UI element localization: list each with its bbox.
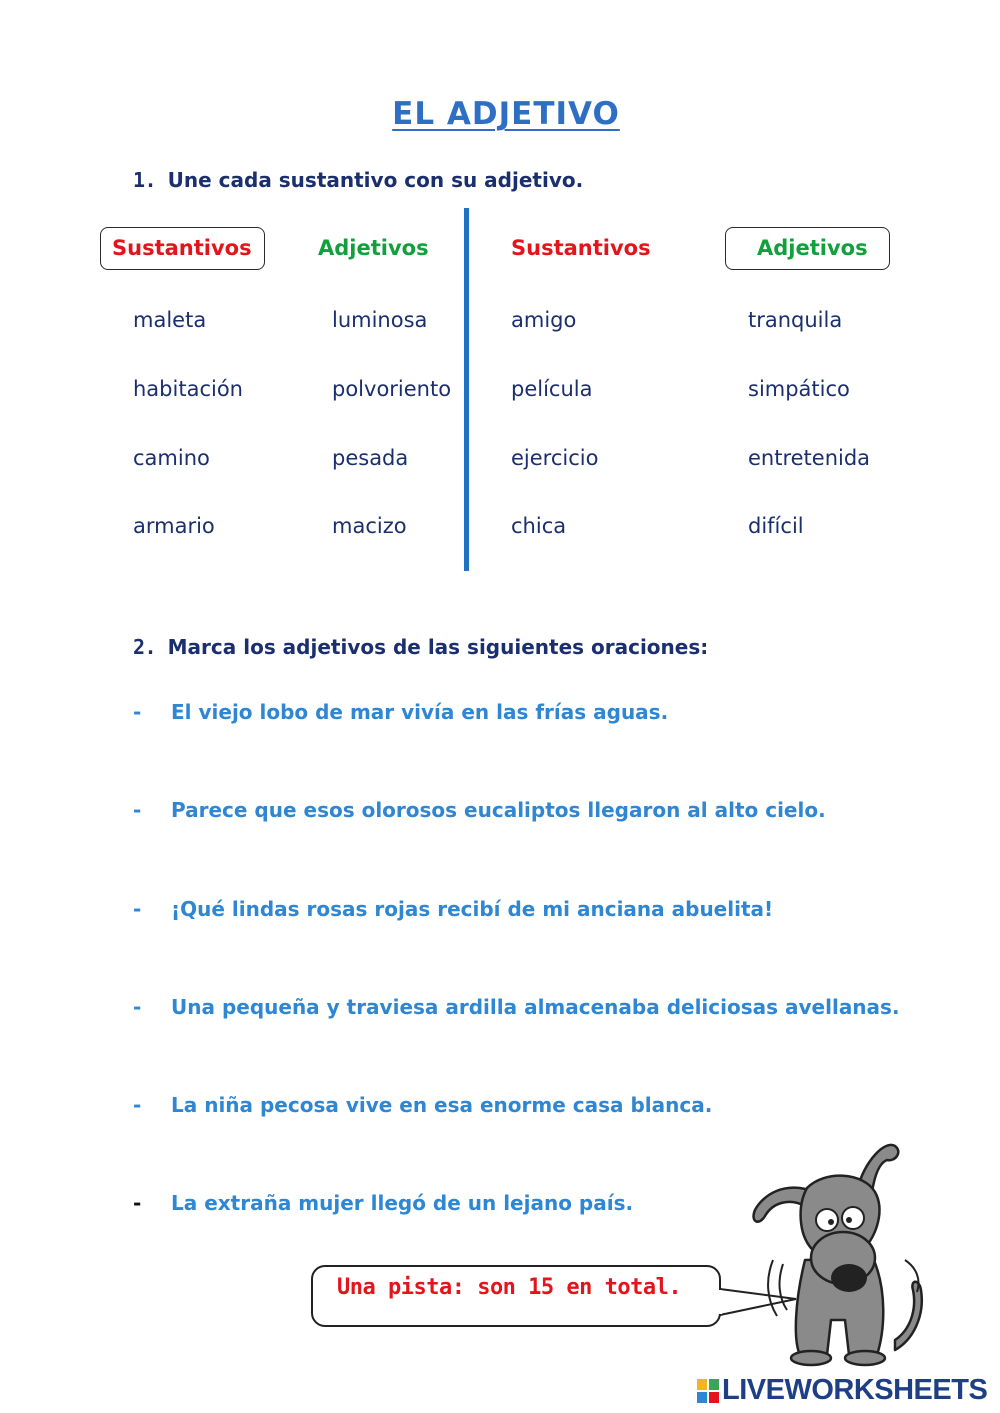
exercise-2-text: Marca los adjetivos de las siguientes oraciones:	[167, 635, 709, 659]
sentence-item[interactable]: El viejo lobo de mar vivía en las frías aguas.	[171, 700, 669, 724]
sentence-item[interactable]: Parece que esos olorosos eucaliptos llegaron al alto cielo.	[171, 798, 826, 822]
dog-illustration	[745, 1140, 930, 1368]
bullet-dash: -	[133, 798, 142, 822]
right-adjective-item[interactable]: entretenida	[748, 446, 871, 470]
left-noun-item[interactable]: habitación	[133, 377, 243, 401]
left-noun-item[interactable]: armario	[133, 514, 215, 538]
page-title: EL ADJETIVO	[392, 96, 620, 132]
column-divider	[464, 208, 469, 571]
right-noun-item[interactable]: amigo	[511, 308, 577, 332]
right-noun-item[interactable]: ejercicio	[511, 446, 599, 470]
exercise-1-instruction	[133, 168, 583, 192]
exercise-2-instruction	[133, 635, 708, 659]
sentence-item[interactable]: ¡Qué lindas rosas rojas recibí de mi anciana abuelita!	[171, 897, 774, 921]
right-adjective-item[interactable]: difícil	[748, 514, 804, 538]
hint-text: Una pista: son 15 en total.	[337, 1275, 682, 1300]
right-nouns-header: Sustantivos	[511, 236, 651, 260]
right-adjective-item[interactable]: simpático	[748, 377, 850, 401]
left-noun-item[interactable]: maleta	[133, 308, 207, 332]
bullet-dash: -	[133, 995, 142, 1019]
right-noun-item[interactable]: película	[511, 377, 593, 401]
exercise-2-number: 2.	[133, 635, 157, 659]
right-adjectives-header: Adjetivos	[757, 236, 868, 260]
left-adjectives-header: Adjetivos	[318, 236, 429, 260]
bullet-dash: -	[133, 897, 142, 921]
liveworksheets-logo-icon	[697, 1379, 719, 1403]
brand-wordmark: LIVEWORKSHEETS	[722, 1374, 988, 1406]
left-adjective-item[interactable]: polvoriento	[332, 377, 452, 401]
left-nouns-header: Sustantivos	[112, 236, 252, 260]
left-noun-item[interactable]: camino	[133, 446, 210, 470]
right-adjective-item[interactable]: tranquila	[748, 308, 843, 332]
bullet-dash: -	[133, 700, 142, 724]
sentence-item[interactable]: La extraña mujer llegó de un lejano país.	[171, 1191, 634, 1215]
sentence-item[interactable]: Una pequeña y traviesa ardilla almacenaba deliciosas avellanas.	[171, 995, 900, 1019]
exercise-1-text: Une cada sustantivo con su adjetivo.	[167, 168, 584, 192]
bullet-dash: -	[133, 1191, 142, 1215]
exercise-1-number: 1.	[133, 168, 157, 192]
left-adjective-item[interactable]: pesada	[332, 446, 409, 470]
right-noun-item[interactable]: chica	[511, 514, 567, 538]
bullet-dash: -	[133, 1093, 142, 1117]
sentence-item[interactable]: La niña pecosa vive en esa enorme casa blanca.	[171, 1093, 713, 1117]
left-adjective-item[interactable]: luminosa	[332, 308, 428, 332]
left-adjective-item[interactable]: macizo	[332, 514, 407, 538]
